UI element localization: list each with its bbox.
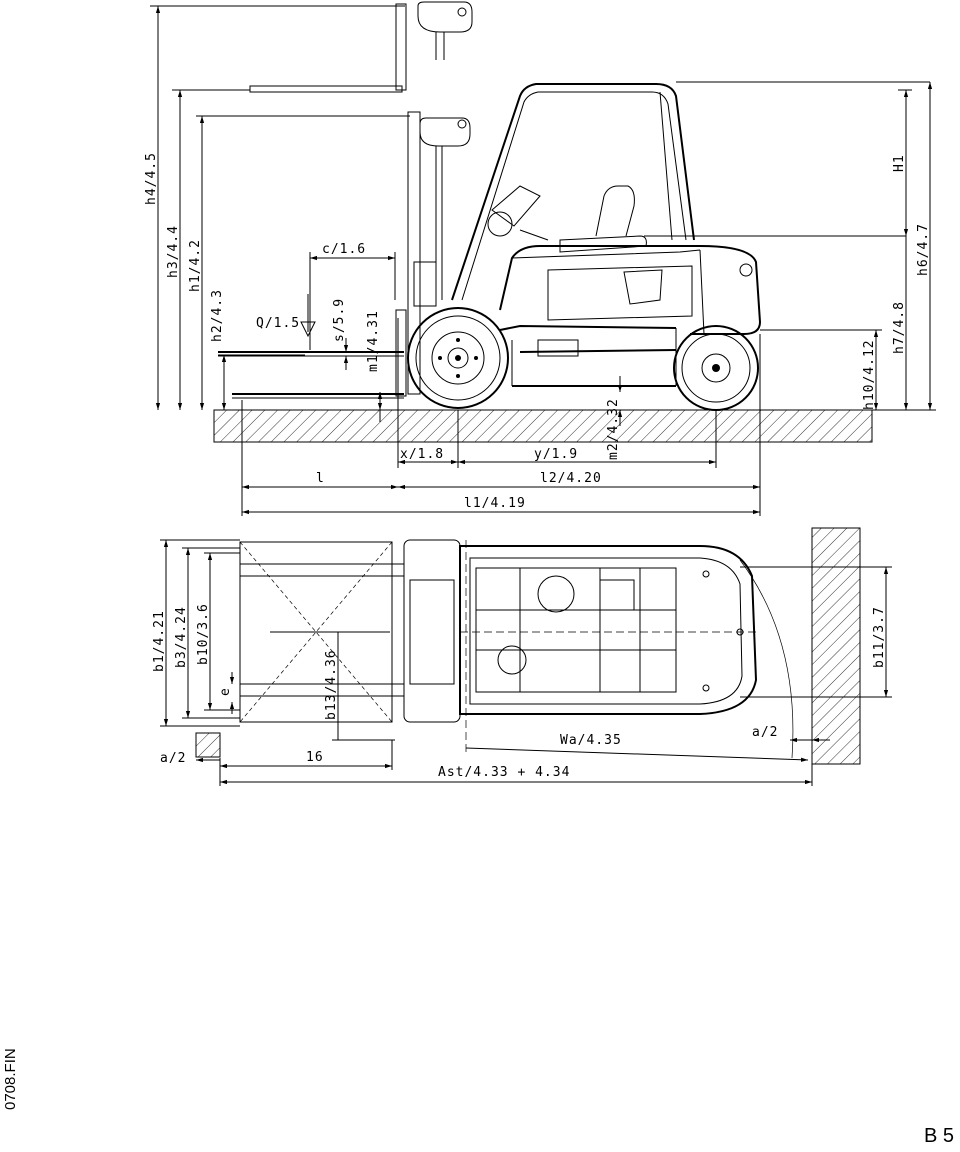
truck-top <box>404 540 756 722</box>
label-h7: h7/4.8 <box>892 301 907 354</box>
label-Wa: Wa/4.35 <box>560 733 622 748</box>
label-Q: Q/1.5 <box>256 316 301 331</box>
aisle-wall-hatch <box>812 528 860 764</box>
side-view <box>144 2 936 516</box>
label-h6: h6/4.7 <box>916 223 931 276</box>
mast <box>408 112 470 394</box>
label-b3: b3/4.24 <box>174 606 189 668</box>
load-pallet <box>240 542 404 722</box>
label-b13: b13/4.36 <box>324 649 339 720</box>
label-h1: h1/4.2 <box>188 239 203 292</box>
label-l2: l2/4.20 <box>540 471 602 486</box>
label-s: s/5.9 <box>332 297 347 342</box>
label-H1: H1 <box>892 154 907 172</box>
label-m2: m2/4.32 <box>606 398 621 460</box>
label-h4: h4/4.5 <box>144 152 159 205</box>
label-m1: m1/4.31 <box>366 310 381 372</box>
rear-wheel <box>674 326 758 410</box>
label-16: 16 <box>306 750 324 765</box>
label-x: x/1.8 <box>400 447 445 462</box>
label-l1: l1/4.19 <box>464 496 526 511</box>
label-c: c/1.6 <box>322 242 367 257</box>
page-number: B 5 <box>923 1125 954 1147</box>
label-e: e <box>218 687 233 696</box>
label-b1: b1/4.21 <box>152 610 167 672</box>
label-b11: b11/3.7 <box>872 606 887 668</box>
label-h3: h3/4.4 <box>166 225 181 278</box>
label-a-right: a/2 <box>752 725 779 740</box>
top-view <box>152 528 892 786</box>
label-Ast: Ast/4.33 + 4.34 <box>438 765 571 780</box>
label-h10: h10/4.12 <box>862 339 877 410</box>
raised-carriage <box>250 2 472 92</box>
ground-hatch <box>214 410 872 442</box>
label-y: y/1.9 <box>534 447 579 462</box>
label-h2: h2/4.3 <box>210 289 225 342</box>
truck-body <box>452 84 760 386</box>
label-a-left: a/2 <box>160 751 187 766</box>
clearance-square <box>196 733 220 757</box>
file-id: 0708.FIN <box>2 1048 19 1110</box>
front-wheel <box>408 308 508 408</box>
label-l: l <box>316 471 325 486</box>
label-b10: b10/3.6 <box>196 603 211 665</box>
